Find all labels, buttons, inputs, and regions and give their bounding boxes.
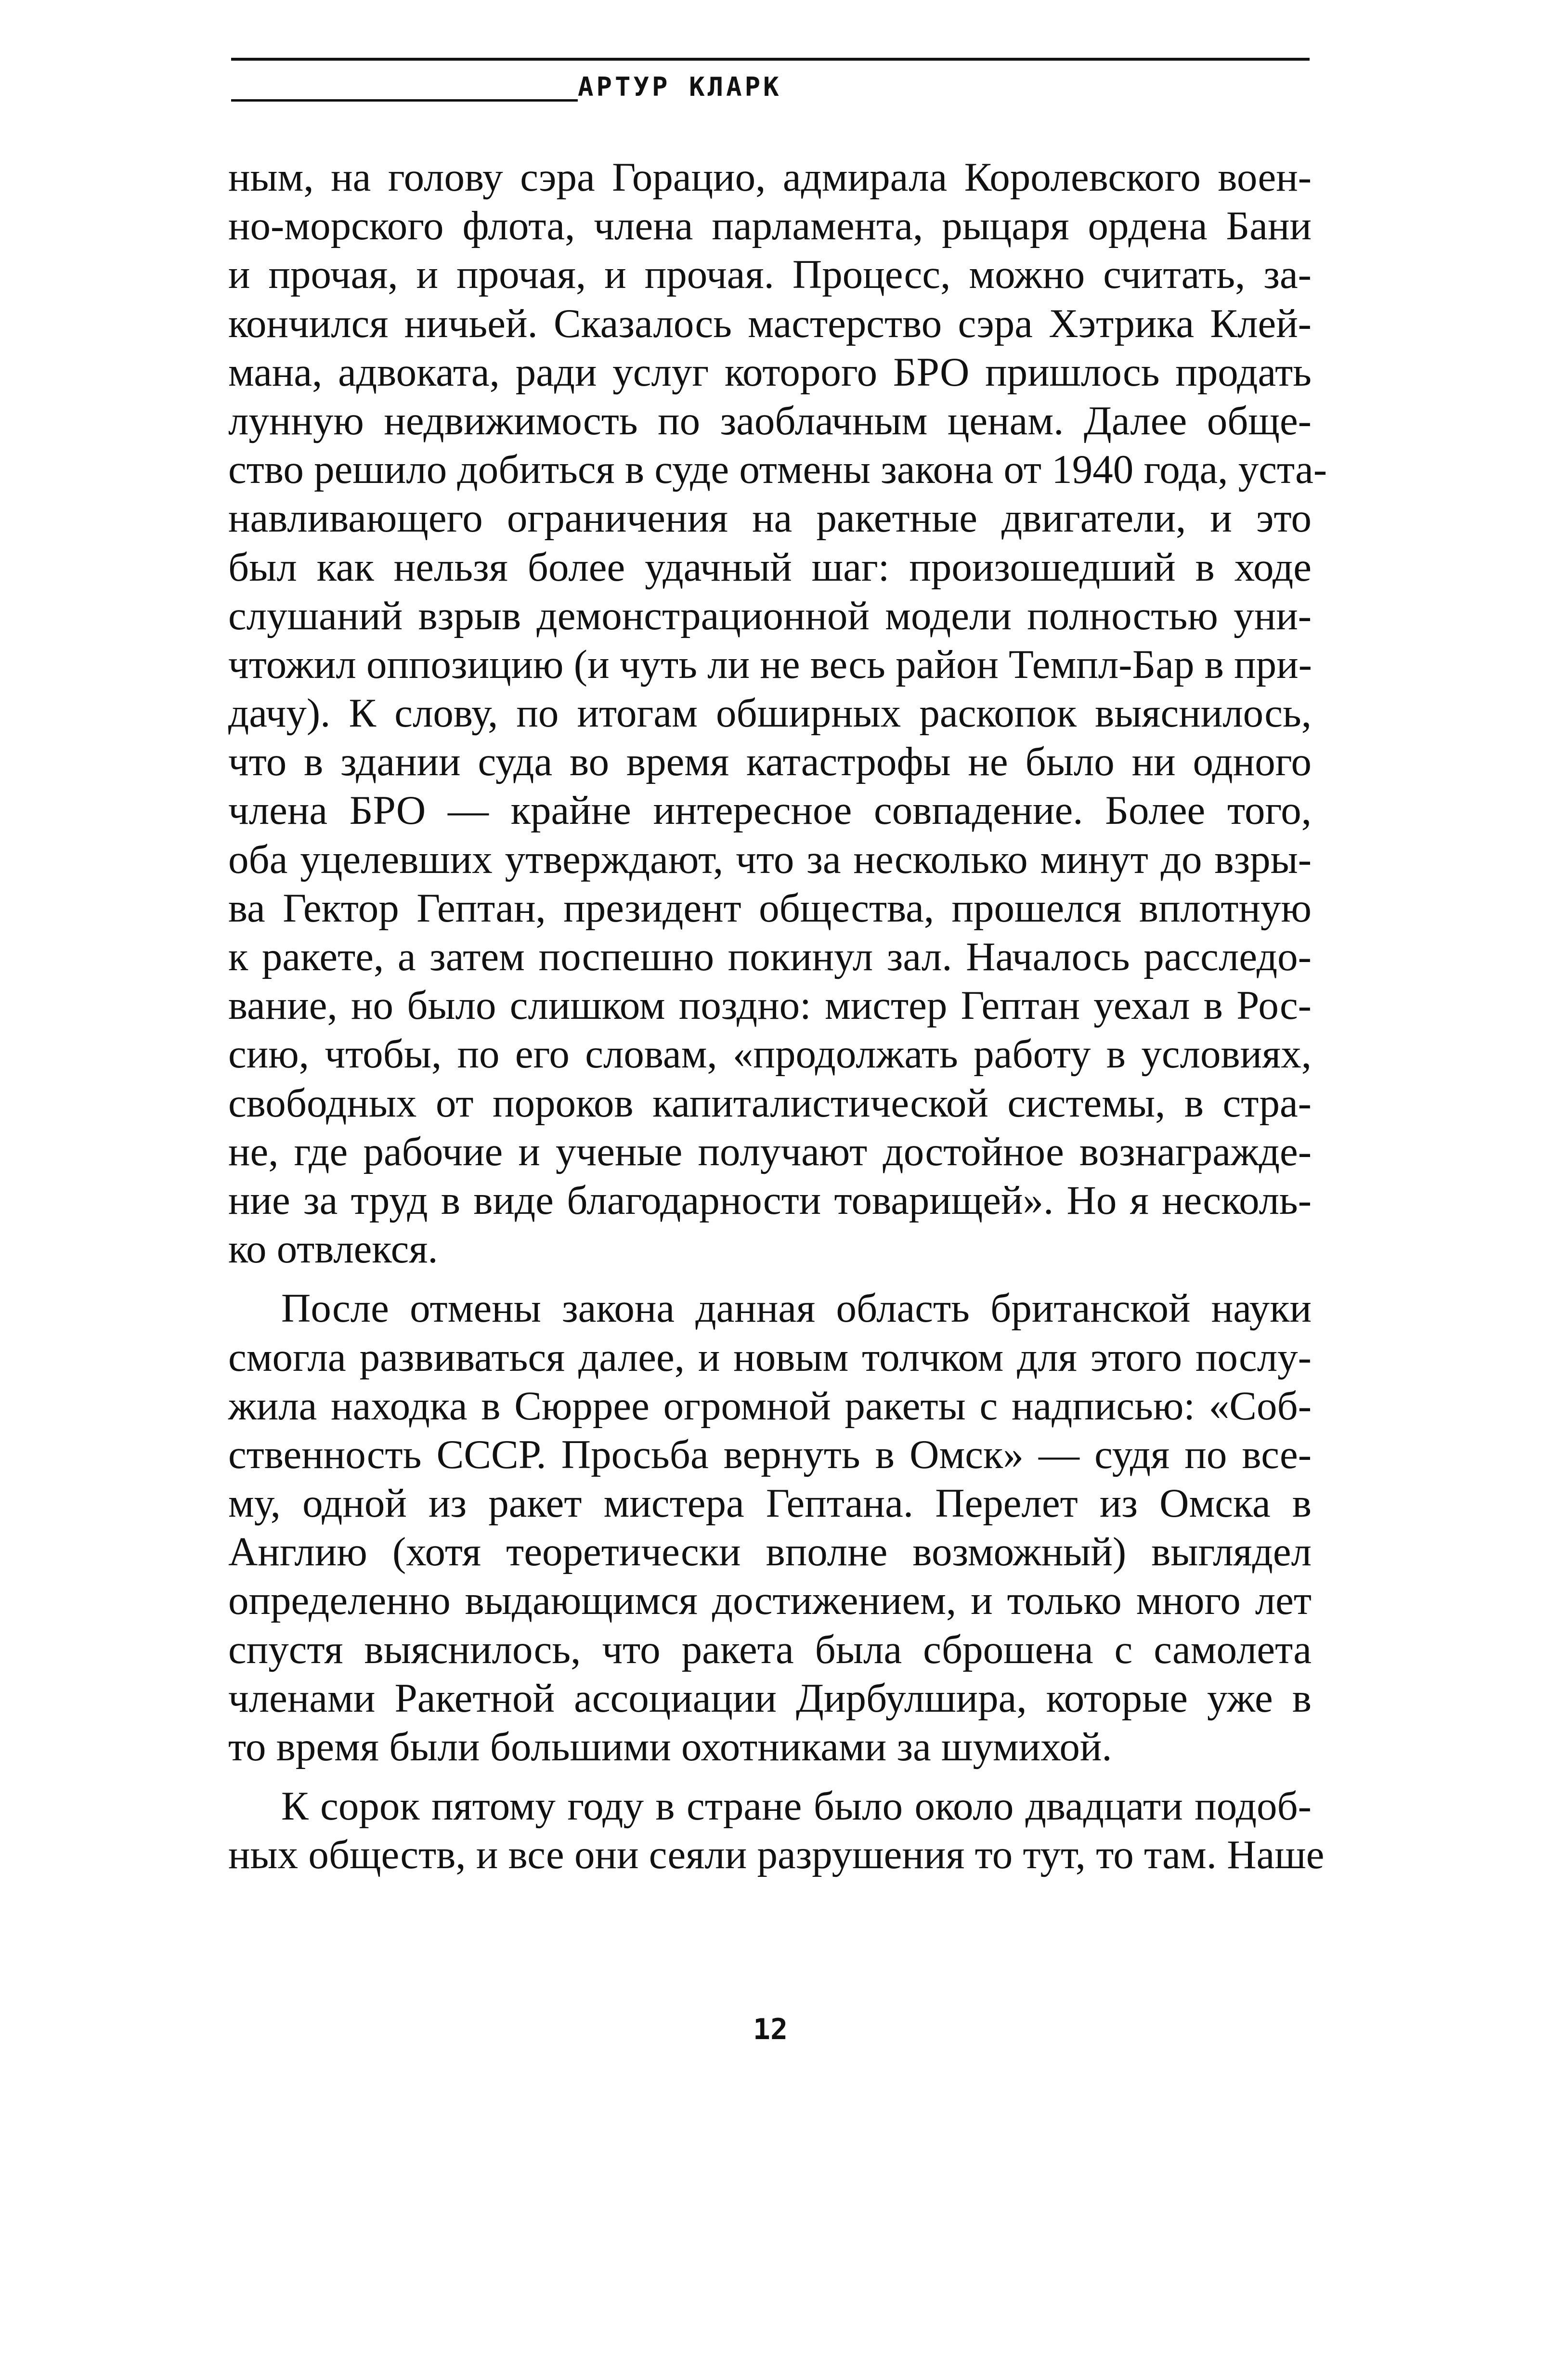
text-line: спустя выяснилось, что ракета была сброшена с самолета [228, 1626, 1312, 1672]
paragraph-gap [228, 1771, 1312, 1782]
text-line: что в здании суда во время катастрофы не было ни одного [228, 739, 1312, 785]
text-line: к ракете, а затем поспешно покинул зал. Началось расследо- [228, 934, 1312, 979]
text-line: ственность СССР. Просьба вернуть в Омск» — судя по все- [228, 1431, 1312, 1477]
text-line: кончился ничьей. Сказалось мастерство сэра Хэтрика Клей- [228, 300, 1312, 346]
text-line: не, где рабочие и ученые получают достойное вознагражде- [228, 1129, 1312, 1174]
paragraph [228, 1284, 1312, 1771]
text-line: был как нельзя более удачный шаг: произошедший в ходе [228, 544, 1312, 590]
running-title: АРТУР КЛАРК [578, 72, 782, 102]
page-number: 12 [753, 2013, 788, 2046]
text-line: жила находка в Сюррее огромной ракеты с надписью: «Соб- [228, 1383, 1312, 1429]
text-line: ных обществ, и все они сеяли разрушения то тут, то там. Наше [228, 1832, 1325, 1878]
header-top-rule [231, 58, 1310, 61]
text-line: ство решило добиться в суде отмены закона от 1940 года, уста- [228, 447, 1327, 493]
text-line: чтожил оппозицию (и чуть ли не весь район Темпл-Бар в при- [228, 641, 1312, 687]
text-line: членами Ракетной ассоциации Дирбулшира, которые уже в [228, 1675, 1312, 1721]
text-line: члена БРО — крайне интересное совпадение. Более того, [228, 788, 1312, 833]
text-line: определенно выдающимся достижением, и только много лет [228, 1578, 1312, 1624]
text-line: К сорок пятому году в стране было около двадцати подоб- [281, 1783, 1312, 1829]
text-line: навливающего ограничения на ракетные двигатели, и это [228, 495, 1312, 541]
paragraph [228, 1782, 1325, 1879]
text-line: После отмены закона данная область британской науки [281, 1286, 1312, 1331]
text-line: и прочая, и прочая, и прочая. Процесс, можно считать, за- [228, 252, 1312, 298]
text-line: ва Гектор Гептан, президент общества, прошелся вплотную [228, 885, 1312, 931]
text-line: но-морского флота, члена парламента, рыцаря ордена Бани [228, 203, 1312, 249]
text-line: ние за труд в виде благодарности товарищей». Но я несколь- [228, 1177, 1312, 1223]
text-line: слушаний взрыв демонстрационной модели полностью уни- [228, 593, 1312, 638]
paragraph-gap [228, 1274, 1312, 1284]
text-line: оба уцелевших утверждают, что за несколько минут до взры- [228, 836, 1312, 882]
text-line: мана, адвоката, ради услуг которого БРО пришлось продать [228, 349, 1312, 395]
text-line: смогла развиваться далее, и новым толчком для этого послу- [228, 1334, 1312, 1380]
text-line: ко отвлекся. [228, 1226, 438, 1272]
running-header [231, 71, 1310, 105]
paragraph [228, 153, 1327, 1274]
body-text [228, 153, 1327, 1880]
text-line: сию, чтобы, по его словам, «продолжать работу в условиях, [228, 1031, 1312, 1077]
text-line: лунную недвижимость по заоблачным ценам. Далее обще- [228, 398, 1312, 443]
text-line: свободных от пороков капиталистической системы, в стра- [228, 1080, 1312, 1126]
text-line: дачу). К слову, по итогам обширных раскопок выяснилось, [228, 690, 1312, 736]
text-line: му, одной из ракет мистера Гептана. Перелет из Омска в [228, 1481, 1312, 1526]
header-underline [231, 99, 578, 102]
text-line: то время были большими охотниками за шумихой. [228, 1724, 1112, 1769]
text-line: вание, но было слишком поздно: мистер Гептан уехал в Рос- [228, 983, 1312, 1028]
text-line: Англию (хотя теоретически вполне возможный) выглядел [228, 1529, 1312, 1575]
text-line: ным, на голову сэра Горацио, адмирала Королевского воен- [228, 155, 1312, 200]
